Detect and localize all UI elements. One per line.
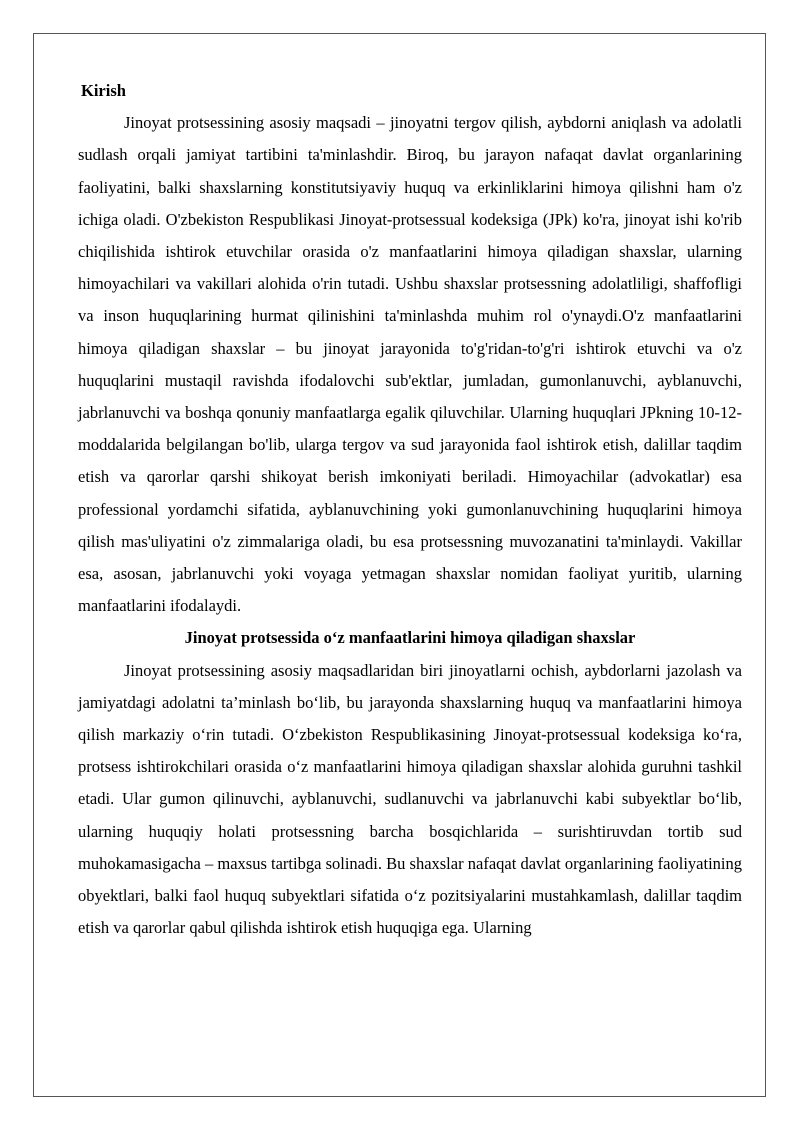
document-heading: Kirish	[81, 81, 126, 100]
document-body	[78, 75, 742, 944]
section-heading: Jinoyat protsessida o‘z manfaatlarini himoya qiladigan shaxslar	[184, 628, 636, 648]
section-paragraph: Jinoyat protsessining asosiy maqsadlaridan biri jinoyatlarni ochish, aybdorlarni jazolash va jamiyatdagi adolatni ta’minlash bo‘lib, bu jarayonda shaxslarning huquq va manfaatlarini himoya qilish markaziy o‘rin tutadi. O‘zbekiston Respublikasining Jinoyat-protsessual kodeksiga ko‘ra, protsess ishtirokchilari orasida o‘z manfaatlarini himoya qiladigan shaxslar alohida guruhni tashkil etadi. Ular gumon qilinuvchi, ayblanuvchi, sudlanuvchi va jabrlanuvchi kabi subyektlar bo‘lib, ularning huquqiy holati protsessning barcha bosqichlarida – surishtiruvdan tortib sud muhokamasigacha – maxsus tartibga solinadi. Bu shaxslar nafaqat davlat organlarining faoliyatining obyektlari, balki faol huquq subyektlari sifatida o‘z pozitsiyalarini mustahkamlash, dalillar taqdim etish va qarorlar qabul qilishda ishtirok etish huquqiga ega. Ularning	[78, 660, 742, 938]
intro-paragraph: Jinoyat protsessining asosiy maqsadi – jinoyatni tergov qilish, aybdorni aniqlash va adolatli sudlash orqali jamiyat tartibini ta'minlashdir. Biroq, bu jarayon nafaqat davlat organlarining faoliyatini, balki shaxslarning konstitutsiyaviy huquq va erkinliklarini himoya qilishni ham o'z ichiga oladi. O'zbekiston Respublikasi Jinoyat-protsessual kodeksiga (JPk) ko'ra, jinoyat ishi ko'rib chiqilishida ishtirok etuvchilar orasida o'z manfaatlarini himoya qiladigan shaxslar, ularning himoyachilari va vakillari alohida o'rin tutadi. Ushbu shaxslar protsessning adolatliligi, shaffofligi va inson huquqlarining hurmat qilinishini ta'minlashda muhim rol o'ynaydi.O'z manfaatlarini himoya qiladigan shaxslar – bu jinoyat jarayonida to'g'ridan-to'g'ri ishtirok etuvchi va o'z huquqlarini mustaqil ravishda ifodalovchi sub'ektlar, jumladan, gumonlanuvchi, ayblanuvchi, jabrlanuvchi va boshqa qonuniy manfaatlarga egalik qiluvchilar. Ularning huquqlari JPkning 10-12-moddalarida belgilangan bo'lib, ularga tergov va sud jarayonida faol ishtirok etish, dalillar taqdim etish va qarorlar qarshi shikoyat berish imkoniyati beriladi. Himoyachilar (advokatlar) esa professional yordamchi sifatida, ayblanuvchining yoki gumonlanuvchining huquqlarini himoya qilish mas'uliyatini o'z zimmalariga oladi, bu esa protsessning muvozanatini ta'minlaydi. Vakillar esa, asosan, jabrlanuvchi yoki voyaga yetmagan shaxslar nomidan faoliyat yuritib, ularning manfaatlarini ifodalaydi.	[78, 113, 742, 616]
